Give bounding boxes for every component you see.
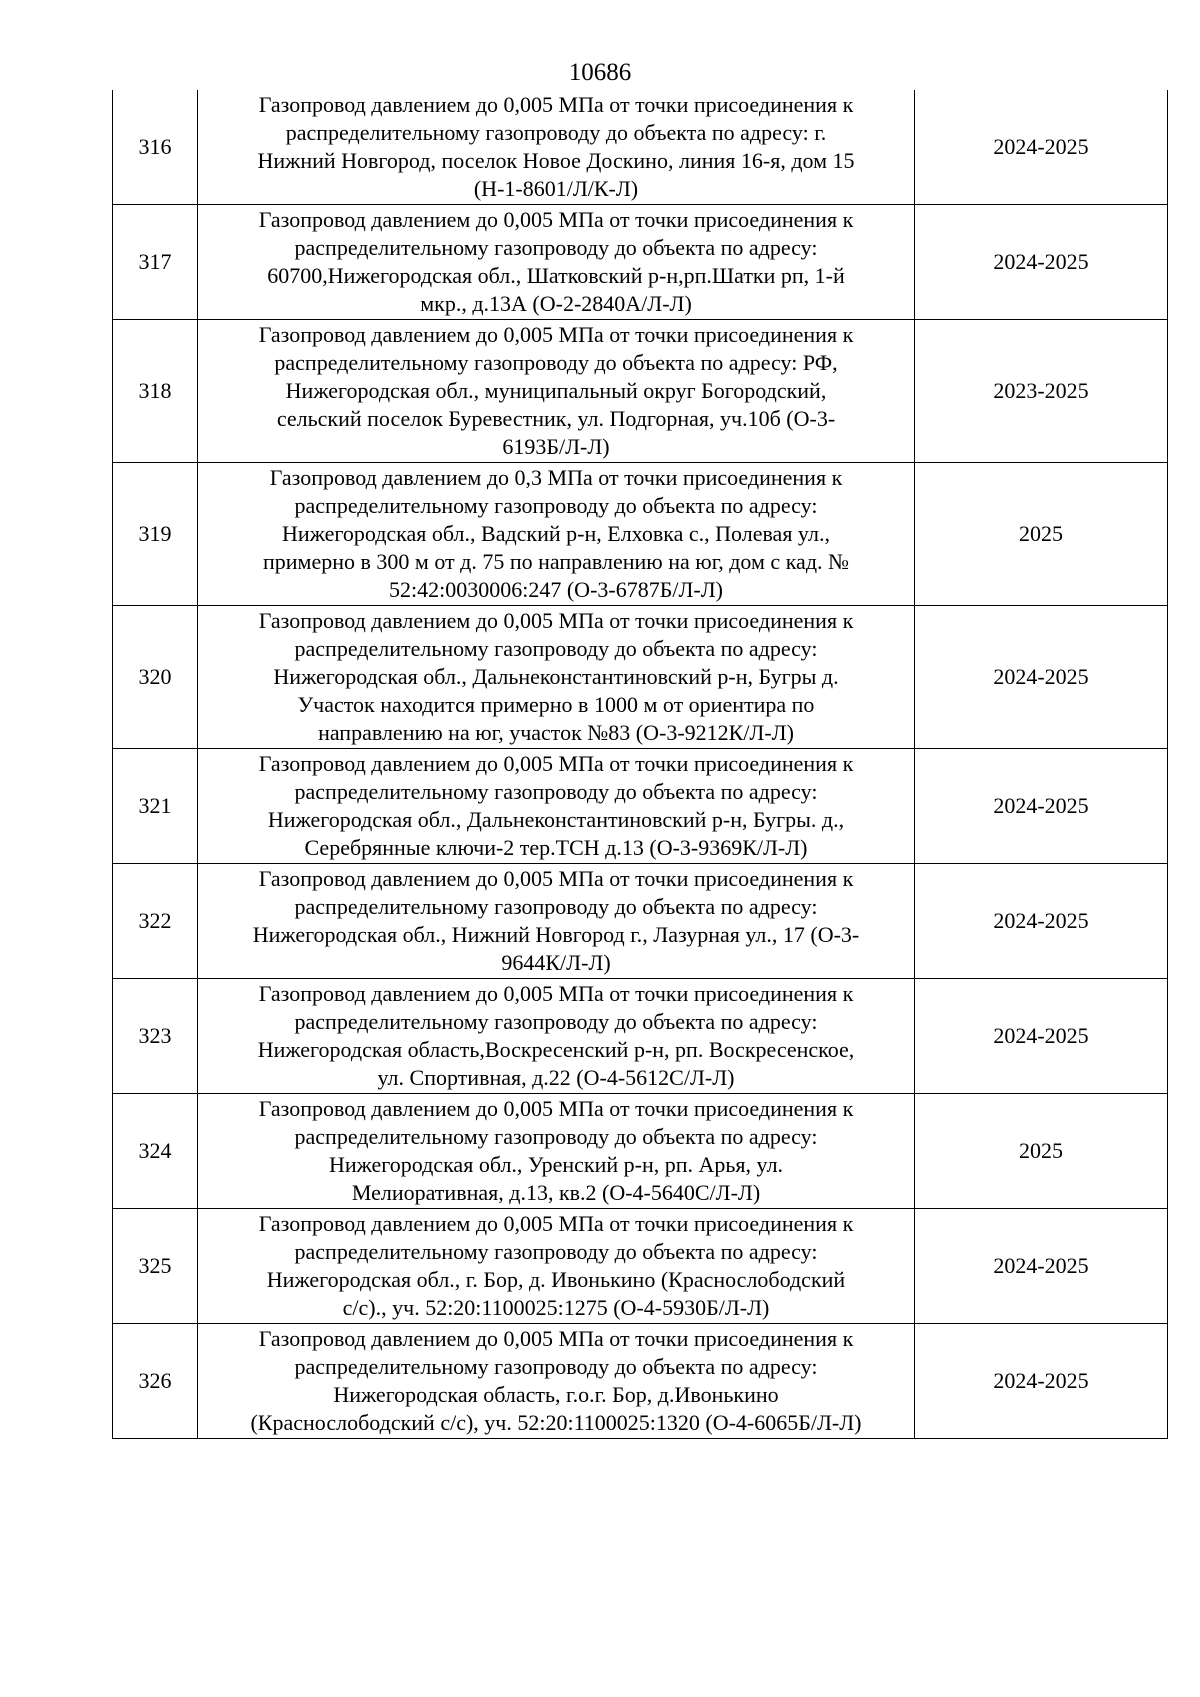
description-line: распределительному газопроводу до объекта по адресу: — [294, 1354, 818, 1379]
row-number-cell: 317 — [113, 205, 198, 320]
description-cell — [198, 205, 915, 320]
period-cell: 2024-2025 — [915, 1324, 1168, 1439]
description-line: Газопровод давлением до 0,005 МПа от точки присоединения к — [258, 608, 854, 633]
description-cell — [198, 1094, 915, 1209]
page-number: 10686 — [568, 59, 632, 86]
description-line: Газопровод давлением до 0,005 МПа от точки присоединения к — [258, 981, 854, 1006]
description-line: распределительному газопроводу до объекта по адресу: — [294, 1124, 818, 1149]
period-cell: 2025 — [915, 463, 1168, 606]
description-cell — [198, 1324, 915, 1439]
description-line: Газопровод давлением до 0,005 МПа от точки присоединения к — [258, 751, 854, 776]
table-row — [113, 1094, 1168, 1209]
description-line: направлению на юг, участок №83 (О-3-9212К/Л-Л) — [318, 720, 794, 745]
description-line: распределительному газопроводу до объекта по адресу: г. — [285, 120, 827, 145]
description-line: Газопровод давлением до 0,3 МПа от точки присоединения к — [269, 465, 843, 490]
description-line: распределительному газопроводу до объекта по адресу: — [294, 779, 818, 804]
description-line: ул. Спортивная, д.22 (О-4-5612С/Л-Л) — [377, 1065, 735, 1090]
row-number-cell: 325 — [113, 1209, 198, 1324]
description-line: Нижегородская обл., Дальнеконстантиновский р-н, Бугры д. — [273, 664, 839, 689]
period-cell: 2024-2025 — [915, 205, 1168, 320]
period-cell: 2023-2025 — [915, 320, 1168, 463]
description-line: 60700,Нижегородская обл., Шатковский р-н,рп.Шатки рп, 1-й — [267, 263, 845, 288]
description-line: распределительному газопроводу до объекта по адресу: — [294, 1239, 818, 1264]
period-cell: 2024-2025 — [915, 979, 1168, 1094]
description-cell — [198, 90, 915, 205]
row-number-cell: 316 — [113, 90, 198, 205]
description-line: Газопровод давлением до 0,005 МПа от точки присоединения к — [258, 1211, 854, 1236]
description-line: распределительному газопроводу до объекта по адресу: — [294, 493, 818, 518]
row-number-cell: 319 — [113, 463, 198, 606]
table-row — [113, 1324, 1168, 1439]
description-line: Нижегородская обл., Уренский р-н, рп. Арья, ул. — [328, 1152, 784, 1177]
description-line: Серебрянные ключи-2 тер.ТСН д.13 (О-3-9369К/Л-Л) — [304, 835, 808, 860]
period-cell: 2024-2025 — [915, 90, 1168, 205]
description-cell — [198, 979, 915, 1094]
description-line: Мелиоративная, д.13, кв.2 (О-4-5640С/Л-Л) — [351, 1180, 761, 1205]
description-cell — [198, 606, 915, 749]
description-line: Нижегородская обл., Нижний Новгород г., Лазурная ул., 17 (О-3- — [252, 922, 860, 947]
row-number-cell: 318 — [113, 320, 198, 463]
description-line: 9644К/Л-Л) — [501, 950, 611, 975]
table-row — [113, 205, 1168, 320]
table-row — [113, 1209, 1168, 1324]
description-line: Газопровод давлением до 0,005 МПа от точки присоединения к — [258, 322, 854, 347]
description-line: Газопровод давлением до 0,005 МПа от точки присоединения к — [258, 1326, 854, 1351]
table-row — [113, 463, 1168, 606]
description-line: распределительному газопроводу до объекта по адресу: — [294, 1009, 818, 1034]
description-cell — [198, 864, 915, 979]
description-line: Газопровод давлением до 0,005 МПа от точки присоединения к — [258, 1096, 854, 1121]
description-line: распределительному газопроводу до объекта по адресу: — [294, 235, 818, 260]
description-line: Нижегородская обл., муниципальный округ Богородский, — [285, 378, 827, 403]
description-line: распределительному газопроводу до объекта по адресу: — [294, 636, 818, 661]
description-line: Участок находится примерно в 1000 м от ориентира по — [297, 692, 815, 717]
description-line: (Краснослободский с/с), уч. 52:20:1100025:1320 (О-4-6065Б/Л-Л) — [250, 1410, 862, 1435]
table-row — [113, 979, 1168, 1094]
period-cell: 2024-2025 — [915, 749, 1168, 864]
description-line: с/с)., уч. 52:20:1100025:1275 (О-4-5930Б/Л-Л) — [342, 1295, 770, 1320]
description-line: Нижегородская область,Воскресенский р-н, рп. Воскресенское, — [257, 1037, 855, 1062]
description-line: 52:42:0030006:247 (О-3-6787Б/Л-Л) — [389, 577, 723, 602]
period-cell: 2024-2025 — [915, 1209, 1168, 1324]
description-line: Нижегородская область, г.о.г. Бор, д.Ивонькино — [333, 1382, 779, 1407]
description-line: распределительному газопроводу до объекта по адресу: РФ, — [274, 350, 838, 375]
row-number-cell: 322 — [113, 864, 198, 979]
description-cell — [198, 320, 915, 463]
description-line: Нижегородская обл., Вадский р-н, Елховка с., Полевая ул., — [282, 521, 830, 546]
registry-table-body — [113, 90, 1168, 1439]
registry-table — [112, 90, 1168, 1439]
description-cell — [198, 1209, 915, 1324]
description-line: сельский поселок Буревестник, ул. Подгорная, уч.10б (О-3- — [276, 406, 836, 431]
description-line: Нижегородская обл., Дальнеконстантиновский р-н, Бугры. д., — [267, 807, 845, 832]
row-number-cell: 321 — [113, 749, 198, 864]
description-cell — [198, 749, 915, 864]
table-row — [113, 320, 1168, 463]
table-row — [113, 606, 1168, 749]
description-line: Нижегородская обл., г. Бор, д. Ивонькино (Краснослободский — [266, 1267, 846, 1292]
description-line: примерно в 300 м от д. 75 по направлению на юг, дом с кад. № — [263, 549, 849, 574]
description-line: мкр., д.13А (О-2-2840А/Л-Л) — [420, 291, 692, 316]
description-line: (Н-1-8601/Л/К-Л) — [473, 176, 639, 201]
description-line: 6193Б/Л-Л) — [502, 434, 610, 459]
description-cell — [198, 463, 915, 606]
table-row — [113, 90, 1168, 205]
description-line: Газопровод давлением до 0,005 МПа от точки присоединения к — [258, 92, 854, 117]
description-line: распределительному газопроводу до объекта по адресу: — [294, 894, 818, 919]
period-cell: 2024-2025 — [915, 864, 1168, 979]
row-number-cell: 326 — [113, 1324, 198, 1439]
description-line: Газопровод давлением до 0,005 МПа от точки присоединения к — [258, 207, 854, 232]
period-cell: 2025 — [915, 1094, 1168, 1209]
table-row — [113, 864, 1168, 979]
period-cell: 2024-2025 — [915, 606, 1168, 749]
row-number-cell: 324 — [113, 1094, 198, 1209]
description-line: Газопровод давлением до 0,005 МПа от точки присоединения к — [258, 866, 854, 891]
table-row — [113, 749, 1168, 864]
description-line: Нижний Новгород, поселок Новое Доскино, линия 16-я, дом 15 — [257, 148, 855, 173]
row-number-cell: 323 — [113, 979, 198, 1094]
row-number-cell: 320 — [113, 606, 198, 749]
